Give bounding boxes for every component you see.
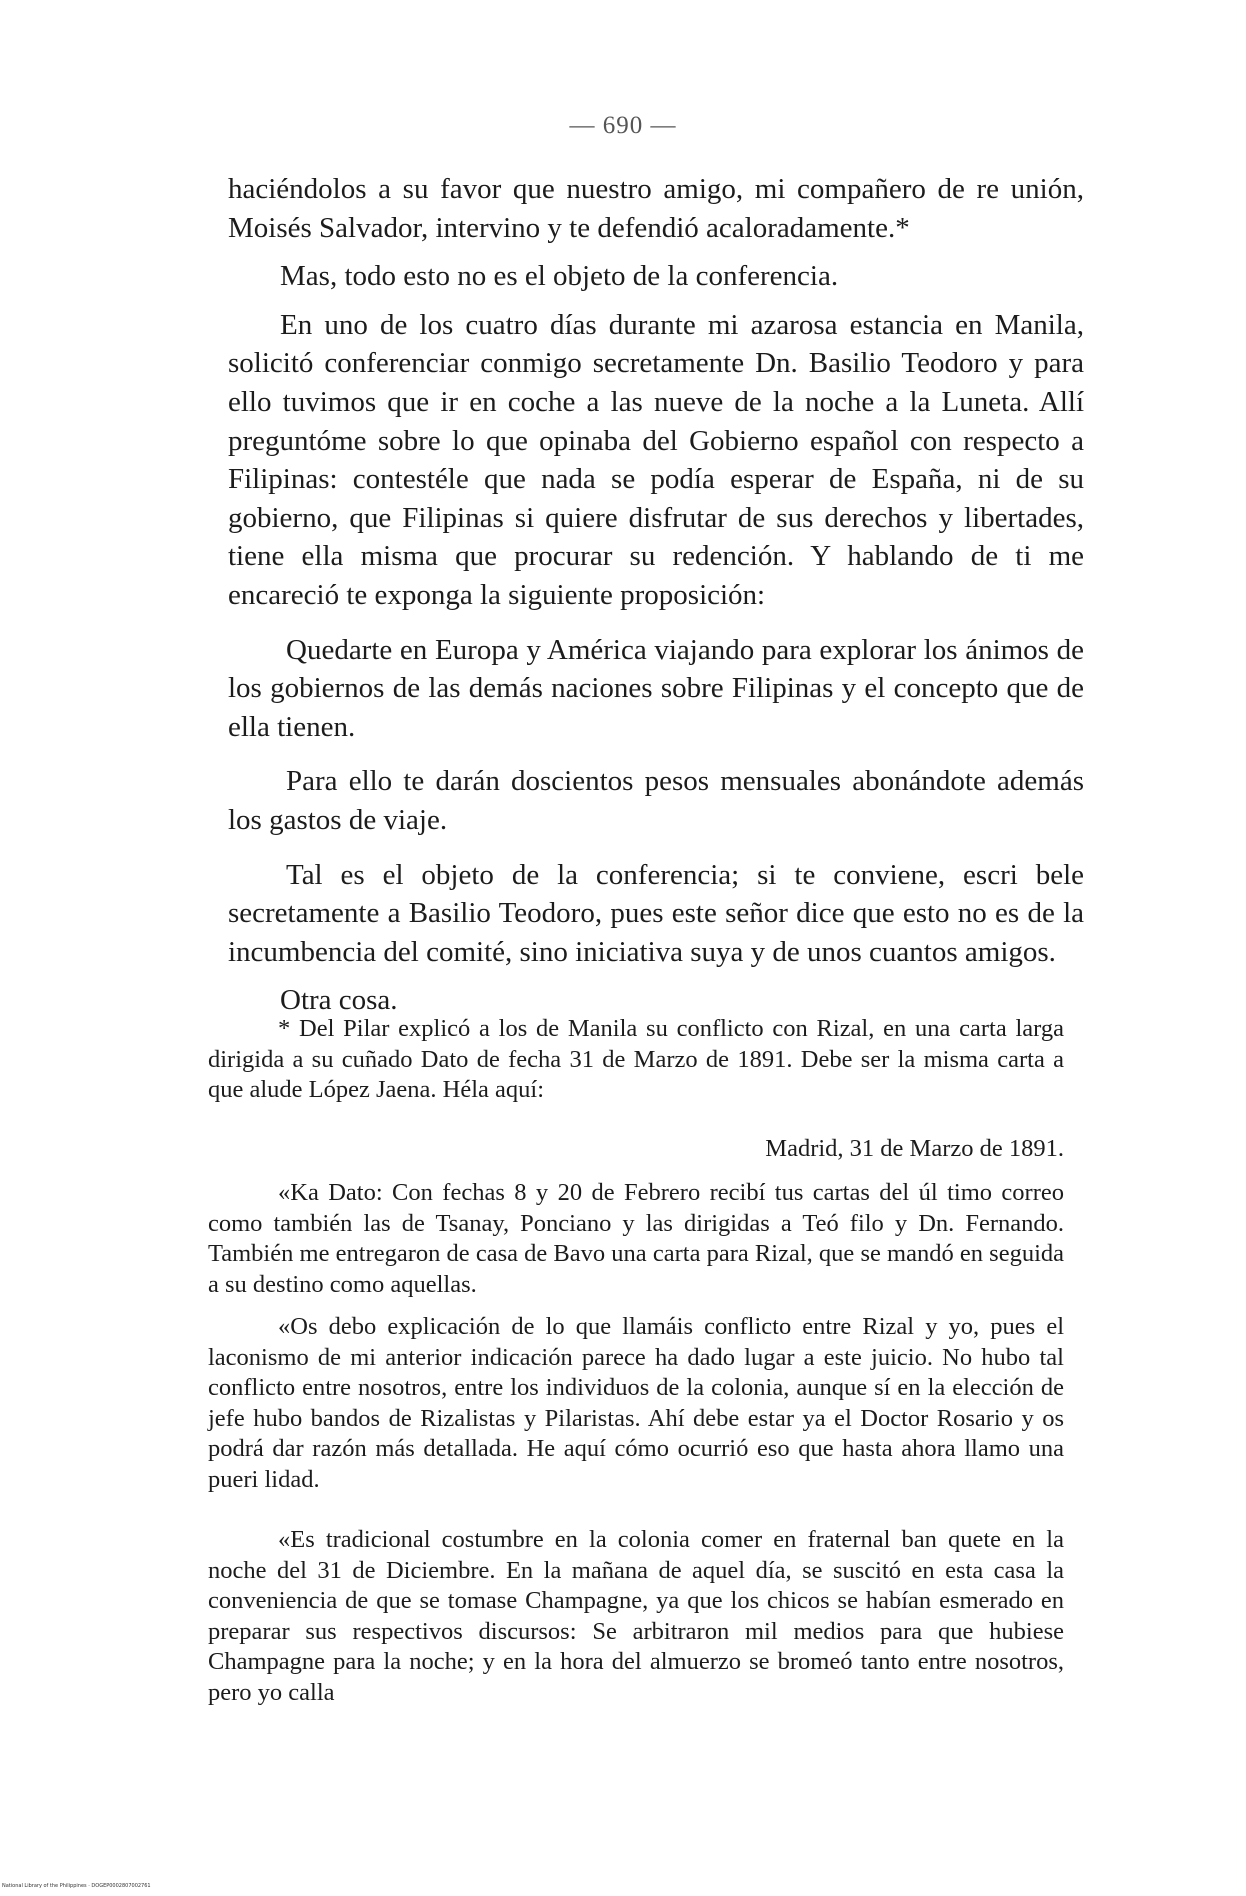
paragraph-continuation: haciéndolos a su favor que nuestro amigo, mi compañero de re unión, Moisés Salvador, intervino y te defendió acaloradamente.* [228,173,1084,244]
paragraph: Tal es el objeto de la conferencia; si te conviene, escri bele secretamente a Basilio Teodoro, pues este señor dice que esto no es de la incumbencia del comité, sino iniciativa suya y de unos cuantos amigos. [228,858,1084,968]
paragraph: Otra cosa. [280,984,398,1017]
main-text [228,170,1084,1030]
footnote-intro: * Del Pilar explicó a los de Manila su conflicto con Rizal, en una carta larga dirigida a su cuñado Dato de fecha 31 de Marzo de 1891. Debe ser la misma carta a que alude López Jaena. Héla aquí: [208,1015,1064,1103]
letter-paragraph: «Os debo explicación de lo que llamáis conflicto entre Rizal y yo, pues el laconismo de mi anterior indicación parece ha dado lugar a este juicio. No hubo tal conflicto entre nosotros, entre los individuos de la colonia, aunque sí en la elección de jefe hubo bandos de Rizalistas y Pilaristas. Ahí debe estar ya el Doctor Rosario y os podrá dar razón más detallada. He aquí cómo ocurrió eso que hasta ahora llamo una pueri lidad. [208,1313,1064,1493]
paragraph: Para ello te darán doscientos pesos mensuales abonándote además los gastos de viaje. [228,765,1084,836]
footnote [208,1014,1064,1718]
letter-date: Madrid, 31 de Marzo de 1891. [765,1134,1064,1162]
paragraph: Mas, todo esto no es el objeto de la conferencia. [280,260,839,293]
paragraph: En uno de los cuatro días durante mi azarosa estancia en Manila, solicitó conferenciar conmigo secretamente Dn. Basilio Teodoro y para ello tuvimos que ir en coche a las nueve de la noche a la Luneta. Allí preguntóme sobre lo que opinaba del Gobierno español con respecto a Filipinas: contestéle que nada se podía esperar de España, ni de su gobierno, que Filipinas si quiere disfrutar de sus derechos y libertades, tiene ella misma que procurar su redención. Y hablando de ti me encareció te exponga la siguiente proposición: [228,308,1084,611]
letter-paragraph: «Ka Dato: Con fechas 8 y 20 de Febrero recibí tus cartas del úl timo correo como también las de Tsanay, Ponciano y las dirigidas a Teó filo y Dn. Fernando. También me entregaron de casa de Bavo una carta para Rizal, que se mandó en seguida a su destino como aquellas. [208,1179,1064,1298]
paragraph: Quedarte en Europa y América viajando para explorar los ánimos de los gobiernos de las demás naciones sobre Filipinas y el concepto que de ella tienen. [228,633,1084,743]
library-stamp: National Library of the Philippines · DOGEP0002807002761 [2,1883,151,1889]
page-number: — 690 — [569,112,677,139]
letter-paragraph: «Es tradicional costumbre en la colonia comer en fraternal ban quete en la noche del 31 de Diciembre. En la mañana de aquel día, se suscitó en esta casa la conveniencia de que se tomase Champagne, ya que los chicos se habían esmerado en preparar sus respectivos discursos: Se arbitraron mil medios para que hubiese Champagne para la noche; y en la hora del almuerzo se bromeó tanto entre nosotros, pero yo calla [208,1526,1064,1706]
